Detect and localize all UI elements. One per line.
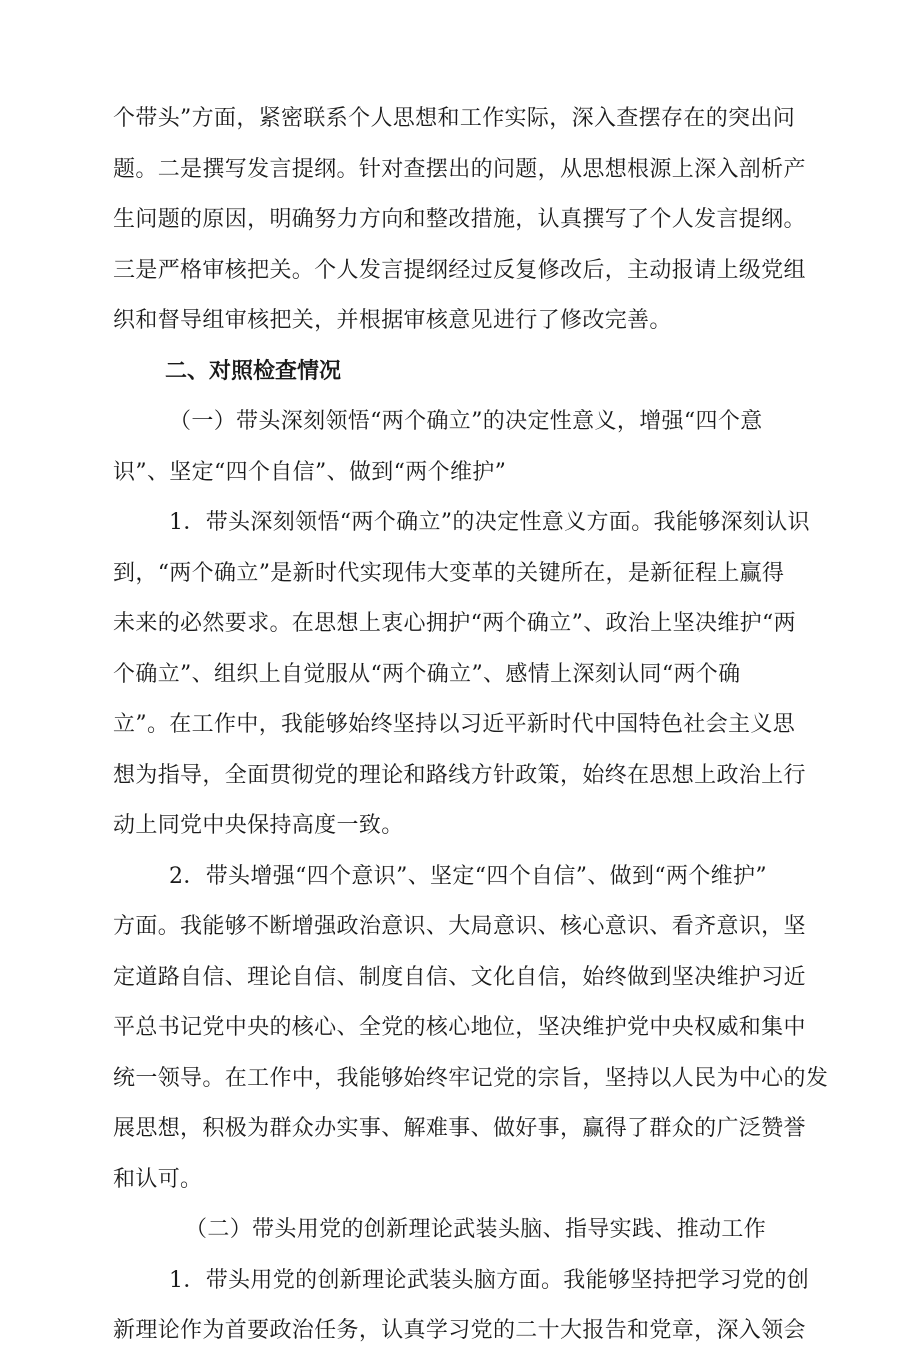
text-line: 题。二是撰写发言提纲。针对查摆出的问题，从思想根源上深入剖析产 <box>113 156 806 182</box>
text-line: 动上同党中央保持高度一致。 <box>113 813 404 838</box>
paragraph-preparation <box>113 94 833 347</box>
text-line: 识”、坚定“四个自信”、做到“两个维护” <box>113 459 507 485</box>
text-line: 定道路自信、理论自信、制度自信、文化自信，始终做到坚决维护习近 <box>113 964 806 990</box>
text-line: 2．带头增强“四个意识”、坚定“四个自信”、做到“两个维护” <box>169 863 767 889</box>
text-line: 织和督导组审核把关，并根据审核意见进行了修改完善。 <box>113 308 672 333</box>
text-line: 平总书记党中央的核心、全党的核心地位，坚决维护党中央权威和集中 <box>113 1015 806 1040</box>
text-line: 统一领导。在工作中，我能够始终牢记党的宗旨，坚持以人民为中心的发 <box>113 1065 829 1091</box>
paragraph-item-3 <box>113 1256 833 1357</box>
subheading-one <box>113 397 833 498</box>
text-line: 和认可。 <box>113 1166 203 1192</box>
text-line: 立”。在工作中，我能够始终坚持以习近平新时代中国特色社会主义思 <box>113 712 796 737</box>
text-line: 三是严格审核把关。个人发言提纲经过反复修改后，主动报请上级党组 <box>113 257 806 283</box>
text-line: 个带头”方面，紧密联系个人思想和工作实际，深入查摆存在的突出问 <box>113 106 796 131</box>
text-line: 方面。我能够不断增强政治意识、大局意识、核心意识、看齐意识，坚 <box>113 914 806 939</box>
text-line: 个确立”、组织上自觉服从“两个确立”、感情上深刻认同“两个确 <box>113 661 741 687</box>
section-heading: 二、对照检查情况 <box>165 358 342 384</box>
text-line: （一）带头深刻领悟“两个确立”的决定性意义，增强“四个意 <box>169 409 763 434</box>
text-line: 到，“两个确立”是新时代实现伟大变革的关键所在，是新征程上赢得 <box>113 560 785 586</box>
paragraph-item-1 <box>113 498 833 852</box>
text-line: 1．带头用党的创新理论武装头脑方面。我能够坚持把学习党的创 <box>169 1267 810 1293</box>
text-line: 新理论作为首要政治任务，认真学习党的二十大报告和党章，深入领会 <box>113 1318 806 1343</box>
text-line: 1．带头深刻领悟“两个确立”的决定性意义方面。我能够深刻认识 <box>169 510 810 535</box>
subheading-two <box>113 1205 833 1256</box>
text-line: 未来的必然要求。在思想上衷心拥护“两个确立”、政治上坚决维护“两 <box>113 611 796 636</box>
paragraph-item-2 <box>113 852 833 1206</box>
text-line: （二）带头用党的创新理论武装头脑、指导实践、推动工作 <box>185 1217 767 1242</box>
text-line: 生问题的原因，明确努力方向和整改措施，认真撰写了个人发言提纲。 <box>113 207 806 232</box>
document-page <box>113 94 833 1357</box>
text-line: 展思想，积极为群众办实事、解难事、做好事，赢得了群众的广泛赞誉 <box>113 1116 806 1141</box>
text-line: 想为指导，全面贯彻党的理论和路线方针政策，始终在思想上政治上行 <box>113 762 806 788</box>
